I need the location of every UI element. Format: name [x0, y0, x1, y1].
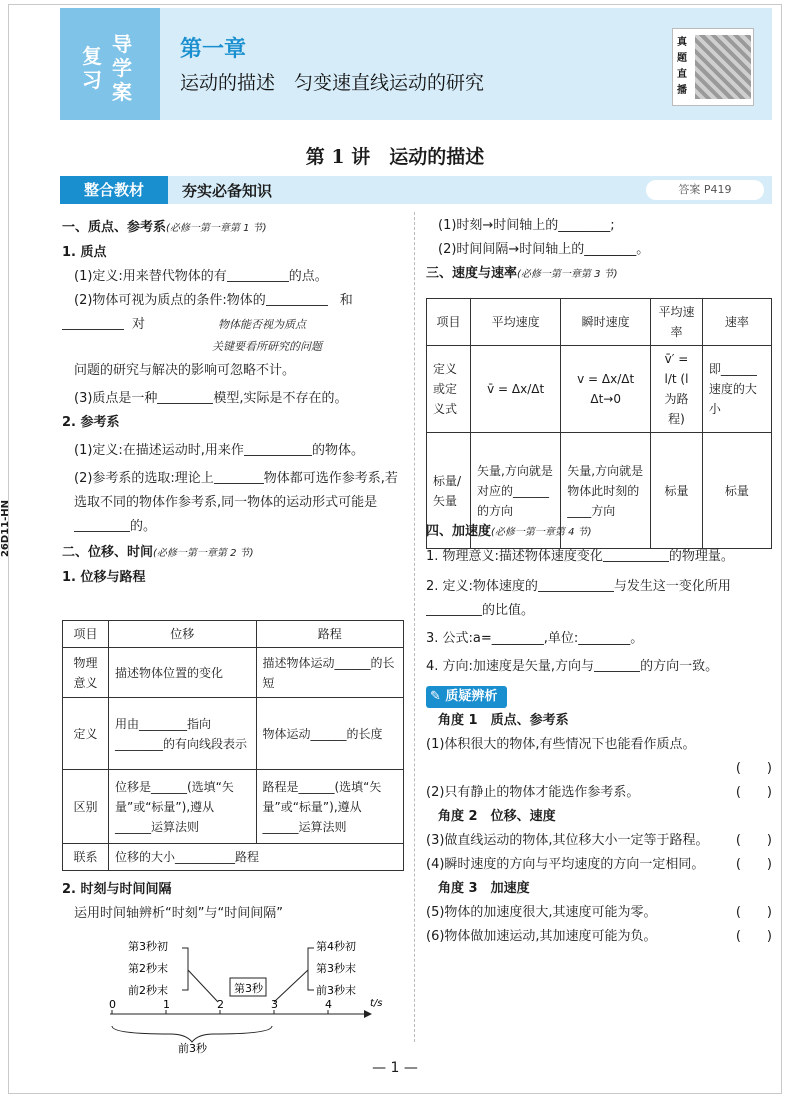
displacement-table	[62, 620, 404, 871]
condition-mass-point	[62, 289, 406, 313]
axis-label: 前2秒末	[128, 984, 168, 997]
text: 1. 物理意义:描述物体速度变化	[426, 549, 603, 564]
axis-label: 第3秒末	[316, 962, 356, 975]
section-bar	[60, 176, 772, 204]
section-3-title: 三、速度与速率	[426, 266, 518, 281]
angle-1: 角度 1 质点、参考系	[438, 713, 569, 728]
note-line	[62, 337, 406, 359]
table-row	[63, 770, 404, 844]
qr-code-box[interactable]	[672, 28, 754, 106]
page-number: — 1 —	[372, 1060, 418, 1076]
section-3-heading	[426, 262, 772, 287]
table-cell: 用由________指向________的有向线段表示	[109, 698, 257, 770]
table-cell: 联系	[63, 844, 109, 871]
question-2	[426, 781, 772, 805]
accel-direction	[426, 655, 772, 679]
table-header-cell: 平均速率	[651, 299, 703, 346]
text: 的比值。	[482, 603, 535, 618]
review-tag	[60, 8, 160, 120]
blank	[157, 388, 213, 404]
answer-paren[interactable]: ( )	[735, 905, 772, 920]
table-cell: 描述物体位置的变化	[109, 648, 257, 698]
blank	[594, 656, 640, 672]
question-text: (4)瞬时速度的方向与平均速度的方向一定相同。	[426, 857, 705, 872]
accel-formula: 3. 公式:a=________,单位:________。	[426, 631, 644, 646]
table-header-cell: 位移	[109, 621, 257, 648]
table-row	[427, 346, 772, 433]
table-header-cell: 瞬时速度	[561, 299, 651, 346]
table-row	[63, 648, 404, 698]
text: 对	[132, 317, 146, 332]
text: (1)定义:在描述运动时,用来作	[74, 443, 244, 458]
section-3-ref: (必修一第一章第 3 节)	[517, 269, 618, 280]
chapter-header	[60, 8, 772, 120]
time-section	[62, 878, 406, 926]
table-cell: 区别	[63, 770, 109, 844]
qr-code-image	[695, 35, 751, 99]
table-cell: 矢量,方向就是物体此时刻的____方向	[561, 433, 651, 549]
label-brace	[182, 948, 188, 990]
zone-label: 质疑辨析	[445, 689, 498, 704]
section-1-ref: (必修一第一章第 1 节)	[166, 223, 267, 234]
question-text: (6)物体做加速运动,其加速度可能为负。	[426, 929, 657, 944]
table-cell: 矢量,方向就是对应的______的方向	[471, 433, 561, 549]
table-header-cell: 项目	[427, 299, 471, 346]
table-cell: 标量	[651, 433, 703, 549]
table-header-cell: 平均速度	[471, 299, 561, 346]
blank	[74, 516, 130, 532]
table-row	[63, 698, 404, 770]
axis-tick-label: 2	[217, 998, 224, 1011]
table-header	[63, 621, 404, 648]
axis-ticks	[109, 998, 332, 1014]
axis-label: 前3秒	[178, 1042, 207, 1054]
condition-end: 问题的研究与解决的影响可忽略不计。	[74, 363, 296, 378]
side-code: 26D11-HN	[0, 500, 11, 558]
lecture-title: 第 1 讲 运动的描述	[305, 146, 485, 168]
axis-tick-label: 4	[325, 998, 332, 1011]
text: 的物体。	[311, 443, 364, 458]
text: (1)定义:用来替代物体的有	[74, 269, 227, 284]
table-row	[63, 844, 404, 871]
blank	[214, 468, 264, 484]
table-cell: 位移是______(选填“矢量”或“标量”),遵从______运算法则	[109, 770, 257, 844]
blank	[266, 290, 328, 306]
review-tag-a: 复习	[82, 44, 102, 92]
bottom-brace	[112, 1026, 272, 1042]
subsection-time: 2. 时刻与时间间隔	[62, 882, 172, 897]
section-1-title: 一、质点、参考系	[62, 220, 167, 235]
axis-label: 第4秒初	[316, 940, 356, 953]
answer-paren[interactable]: ( )	[735, 833, 772, 848]
subsection-reference-frame: 2. 参考系	[62, 415, 120, 430]
axis-label: 前3秒末	[316, 984, 356, 997]
table-cell: 描述物体运动______的长短	[256, 648, 404, 698]
answer-paren[interactable]: ( )	[735, 761, 772, 776]
time-intro: 运用时间轴辨析“时刻”与“时间间隔”	[74, 906, 283, 921]
question-5	[426, 901, 772, 925]
axis-arrow	[364, 1010, 372, 1018]
def-mass-point	[62, 265, 406, 289]
text: (3)质点是一种	[74, 391, 158, 406]
subsection-mass-point: 1. 质点	[62, 245, 107, 260]
table-cell: 位移的大小__________路程	[109, 844, 404, 871]
angle-2: 角度 2 位移、速度	[438, 809, 556, 824]
table-cell: v̄′ = l/t (l 为路程)	[651, 346, 703, 433]
axis-tick-label: 3	[271, 998, 278, 1011]
table-header-cell: 速率	[702, 299, 771, 346]
handwritten-note-2: 关键要看所研究的问题	[212, 340, 322, 353]
text: 的方向一致。	[640, 659, 719, 674]
table-cell: 物体运动______的长度	[256, 698, 404, 770]
blank	[603, 546, 669, 562]
chapter-title: 运动的描述 匀变速直线运动的研究	[180, 72, 485, 94]
answer-paren[interactable]: ( )	[735, 785, 772, 800]
question-zone-header	[426, 685, 772, 709]
time-interval: (2)时间间隔→时间轴上的________。	[438, 242, 650, 257]
table-cell: v = Δx/Δt Δt→0	[561, 346, 651, 433]
table-cell: v̄ = Δx/Δt	[471, 346, 561, 433]
question-1	[426, 733, 772, 757]
answer-ref: 答案 P419	[646, 180, 764, 200]
axis-label: 第2秒末	[128, 962, 168, 975]
table-header-cell: 项目	[63, 621, 109, 648]
column-divider	[414, 212, 415, 1042]
left-column	[62, 216, 406, 590]
axis-tick-label: 1	[163, 998, 170, 1011]
text: 的。	[130, 519, 157, 534]
angle-3: 角度 3 加速度	[438, 881, 530, 896]
question-4	[426, 853, 772, 877]
section-1-heading	[62, 216, 406, 241]
table-header-cell: 路程	[256, 621, 404, 648]
text: 的点。	[288, 269, 328, 284]
label-brace	[308, 948, 314, 990]
axis-tick-label: 0	[109, 998, 116, 1011]
text: 4. 方向:加速度是矢量,方向与	[426, 659, 595, 674]
answer-paren[interactable]: ( )	[735, 857, 772, 872]
blank	[538, 576, 614, 592]
question-text: (1)体积很大的物体,有些情况下也能看作质点。	[426, 737, 696, 752]
answer-paren[interactable]: ( )	[735, 929, 772, 944]
table-cell: 即______速度的大小	[702, 346, 771, 433]
velocity-table	[426, 298, 772, 549]
qr-label: 真题直播	[677, 37, 687, 96]
review-tag-b: 导学案	[112, 32, 132, 104]
accel-meaning	[426, 545, 772, 569]
axis-label: 第3秒	[234, 982, 263, 995]
text: 2. 定义:物体速度的	[426, 579, 538, 594]
axis-label: 第3秒初	[128, 940, 168, 953]
section-4-heading	[426, 520, 772, 545]
table-cell: 物理意义	[63, 648, 109, 698]
time-axis-diagram	[100, 934, 390, 1054]
blank	[426, 600, 482, 616]
text: (2)物体可视为质点的条件:物体的	[74, 293, 266, 308]
section-4-ref: (必修一第一章第 4 节)	[491, 527, 592, 538]
text: 模型,实际是不存在的。	[213, 391, 348, 406]
text: 与发生这一变化所用	[613, 579, 731, 594]
choose-reference-frame	[62, 467, 406, 539]
model-mass-point	[62, 387, 406, 411]
blank	[227, 266, 289, 282]
text: 和	[339, 293, 353, 308]
question-1-answer	[426, 757, 772, 781]
section-tag: 整合教材	[60, 176, 168, 204]
section-2-ref: (必修一第一章第 2 节)	[153, 548, 254, 559]
text: 的物理量。	[668, 549, 734, 564]
table-cell: 定义或定义式	[427, 346, 471, 433]
question-3	[426, 829, 772, 853]
table-cell: 定义	[63, 698, 109, 770]
axis-unit: t/s	[370, 998, 383, 1009]
text: 物体都可选作参考系,若选取不同的物体作参考系,同一物体的运动形式可能是	[74, 471, 398, 510]
blank	[244, 440, 312, 456]
section-title: 夯实必备知识	[182, 182, 273, 200]
question-text: (5)物体的加速度很大,其速度可能为零。	[426, 905, 657, 920]
section-4-title: 四、加速度	[426, 524, 492, 539]
accel-definition	[426, 575, 772, 623]
section-2-title: 二、位移、时间	[62, 545, 154, 560]
table-cell: 标量	[702, 433, 771, 549]
question-text: (2)只有静止的物体才能选作参考系。	[426, 785, 640, 800]
question-text: (3)做直线运动的物体,其位移大小一定等于路程。	[426, 833, 709, 848]
pointer-line	[188, 970, 218, 1002]
text: (2)参考系的选取:理论上	[74, 471, 214, 486]
table-cell: 路程是______(选填“矢量”或“标量”),遵从______运算法则	[256, 770, 404, 844]
time-moment: (1)时刻→时间轴上的________;	[438, 218, 615, 233]
def-reference-frame	[62, 439, 406, 463]
chapter-number: 第一章	[180, 37, 247, 62]
handwritten-note-1: 物体能否视为质点	[218, 318, 306, 331]
pointer-line	[274, 970, 308, 1002]
blank	[62, 314, 124, 330]
subsection-displacement: 1. 位移与路程	[62, 570, 146, 585]
question-zone-tag: ✎ 质疑辨析	[426, 686, 507, 708]
table-cell: 标量/矢量	[427, 433, 471, 549]
right-column-bottom	[426, 520, 772, 949]
condition-line-2	[62, 313, 406, 337]
table-header	[427, 299, 772, 346]
section-2-heading	[62, 541, 406, 566]
question-6	[426, 925, 772, 949]
right-column-top	[426, 214, 772, 287]
